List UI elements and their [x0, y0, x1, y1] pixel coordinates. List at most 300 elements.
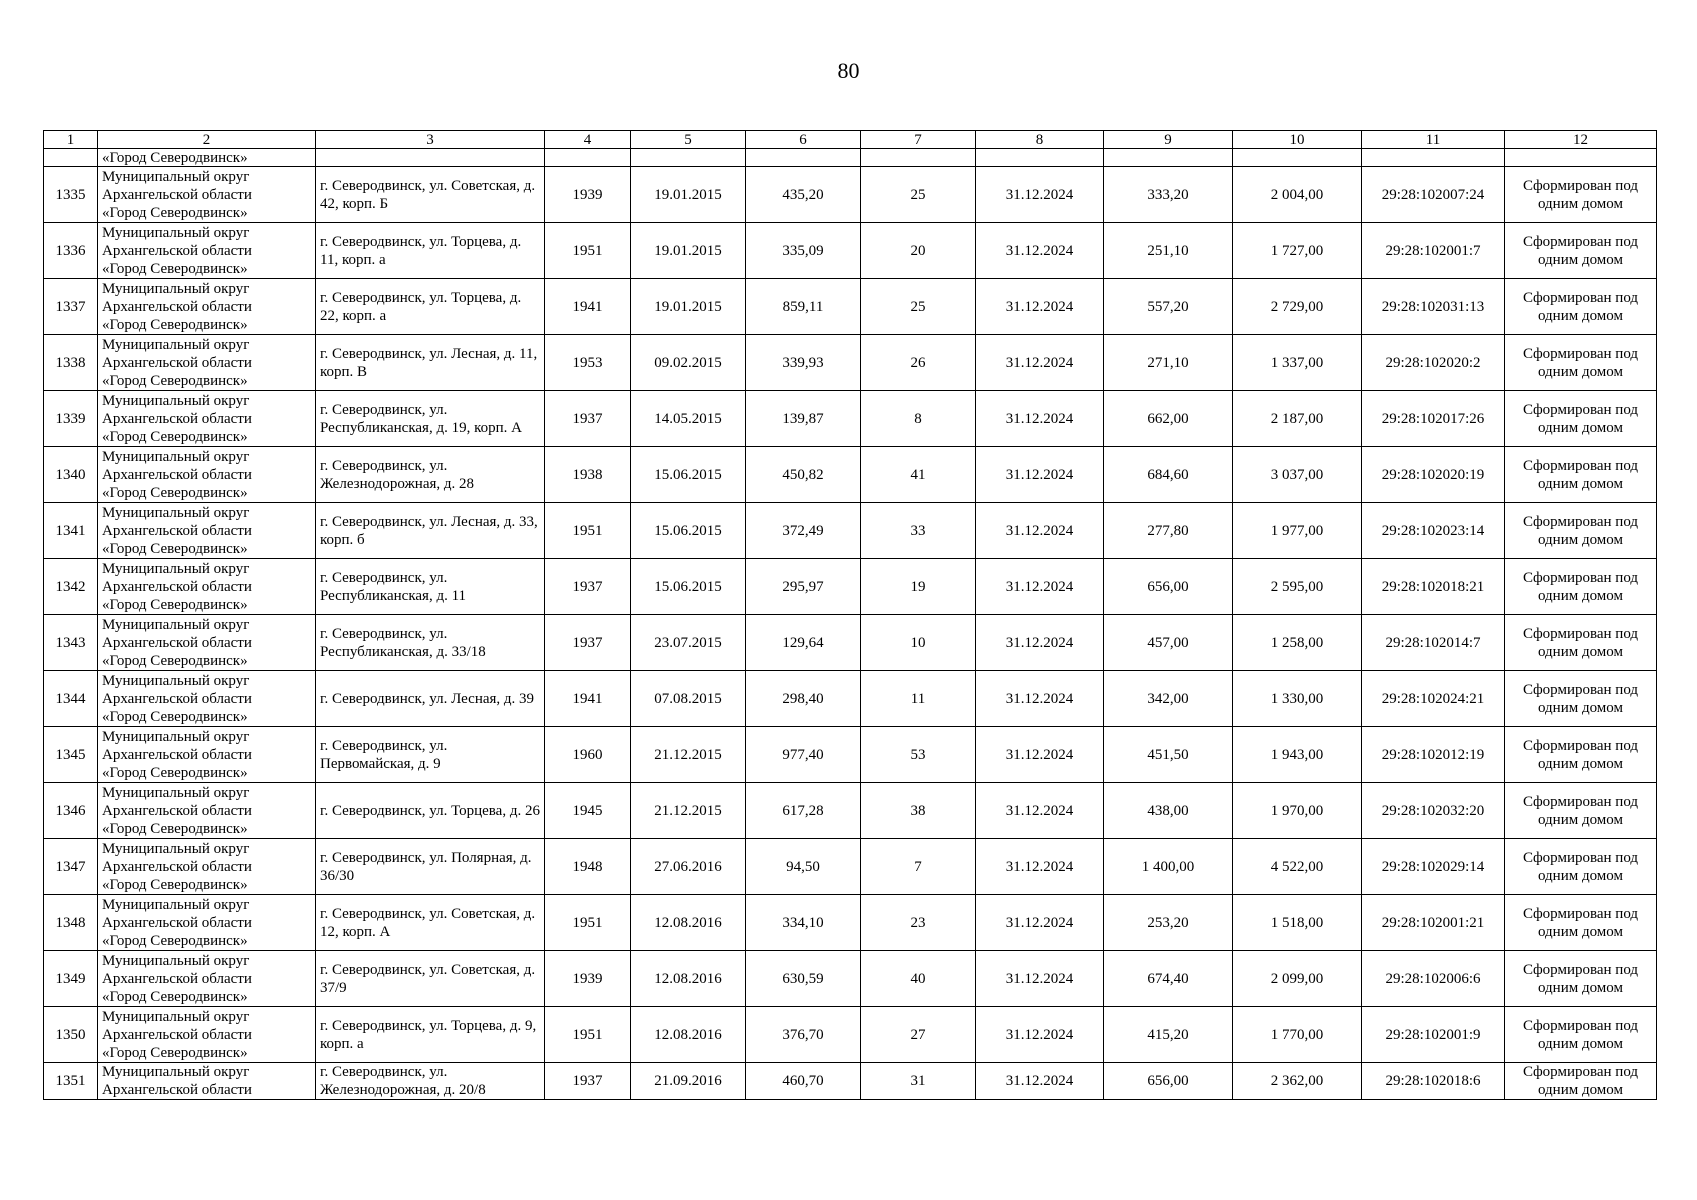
row-number-cell: 1339	[44, 391, 98, 447]
owner-line: «Город Северодвинск»	[102, 596, 248, 613]
owner-line: «Город Северодвинск»	[102, 316, 248, 333]
column-header: 11	[1362, 131, 1505, 149]
owner-line: «Город Северодвинск»	[102, 484, 248, 501]
table-row	[44, 391, 1657, 447]
date-cell: 27.06.2016	[631, 839, 746, 895]
year-built-cell: 1960	[545, 727, 631, 783]
owner-line: Муниципальный округ	[102, 392, 250, 409]
owner-line: Архангельской области	[102, 466, 252, 483]
deadline-cell: 31.12.2024	[976, 895, 1104, 951]
owner-line: Муниципальный округ	[102, 280, 250, 297]
plot-area-cell: 1 330,00	[1233, 671, 1362, 727]
date-cell: 19.01.2015	[631, 223, 746, 279]
year-built-cell: 1937	[545, 615, 631, 671]
area-cell: 94,50	[746, 839, 861, 895]
deadline-cell: 31.12.2024	[976, 279, 1104, 335]
owner-cell	[98, 503, 316, 559]
carryover-cell	[1505, 149, 1657, 167]
land-area-cell: 557,20	[1104, 279, 1233, 335]
address-cell: г. Северодвинск, ул. Железнодорожная, д. 20/8	[316, 1063, 545, 1100]
date-cell: 09.02.2015	[631, 335, 746, 391]
address-cell: г. Северодвинск, ул. Лесная, д. 39	[316, 671, 545, 727]
row-number-cell: 1336	[44, 223, 98, 279]
address-cell: г. Северодвинск, ул. Первомайская, д. 9	[316, 727, 545, 783]
column-header: 10	[1233, 131, 1362, 149]
area-cell: 977,40	[746, 727, 861, 783]
area-cell: 376,70	[746, 1007, 861, 1063]
area-cell: 335,09	[746, 223, 861, 279]
row-number-cell: 1344	[44, 671, 98, 727]
owner-line: Архангельской области	[102, 410, 252, 427]
carryover-cell	[1233, 149, 1362, 167]
owner-line: Муниципальный округ	[102, 1064, 250, 1080]
deadline-cell: 31.12.2024	[976, 335, 1104, 391]
date-cell: 14.05.2015	[631, 391, 746, 447]
area-cell: 298,40	[746, 671, 861, 727]
owner-line: Муниципальный округ	[102, 168, 250, 185]
residents-cell: 7	[861, 839, 976, 895]
plot-area-cell: 3 037,00	[1233, 447, 1362, 503]
note-cell: Сформирован под одним домом	[1505, 391, 1657, 447]
area-cell: 859,11	[746, 279, 861, 335]
residents-cell: 33	[861, 503, 976, 559]
note-cell: Сформирован под одним домом	[1505, 839, 1657, 895]
note-cell: Сформирован под одним домом	[1505, 1063, 1657, 1100]
plot-area-cell: 1 970,00	[1233, 783, 1362, 839]
land-area-cell: 1 400,00	[1104, 839, 1233, 895]
table-row	[44, 1063, 1657, 1100]
table-row	[44, 1007, 1657, 1063]
note-cell: Сформирован под одним домом	[1505, 727, 1657, 783]
land-area-cell: 684,60	[1104, 447, 1233, 503]
owner-cell	[98, 783, 316, 839]
row-number-cell: 1335	[44, 167, 98, 223]
column-header: 3	[316, 131, 545, 149]
plot-area-cell: 1 770,00	[1233, 1007, 1362, 1063]
deadline-cell: 31.12.2024	[976, 783, 1104, 839]
note-cell: Сформирован под одним домом	[1505, 671, 1657, 727]
owner-line: Архангельской области	[102, 578, 252, 595]
area-cell: 460,70	[746, 1063, 861, 1100]
owner-cell	[98, 279, 316, 335]
deadline-cell: 31.12.2024	[976, 1007, 1104, 1063]
land-area-cell: 271,10	[1104, 335, 1233, 391]
owner-line: «Город Северодвинск»	[102, 540, 248, 557]
row-number-cell: 1349	[44, 951, 98, 1007]
cadastral-number-cell: 29:28:102031:13	[1362, 279, 1505, 335]
date-cell: 12.08.2016	[631, 1007, 746, 1063]
address-cell: г. Северодвинск, ул. Советская, д. 12, корп. А	[316, 895, 545, 951]
carryover-cell	[545, 149, 631, 167]
cadastral-number-cell: 29:28:102024:21	[1362, 671, 1505, 727]
column-header: 5	[631, 131, 746, 149]
column-header: 8	[976, 131, 1104, 149]
deadline-cell: 31.12.2024	[976, 727, 1104, 783]
year-built-cell: 1939	[545, 167, 631, 223]
address-cell: г. Северодвинск, ул. Республиканская, д. 11	[316, 559, 545, 615]
owner-cell	[98, 335, 316, 391]
date-cell: 19.01.2015	[631, 167, 746, 223]
owner-cell	[98, 167, 316, 223]
plot-area-cell: 1 337,00	[1233, 335, 1362, 391]
owner-line: «Город Северодвинск»	[102, 820, 248, 837]
owner-line: Архангельской области	[102, 634, 252, 651]
table-row	[44, 559, 1657, 615]
table-row	[44, 447, 1657, 503]
note-cell: Сформирован под одним домом	[1505, 447, 1657, 503]
deadline-cell: 31.12.2024	[976, 671, 1104, 727]
year-built-cell: 1951	[545, 503, 631, 559]
year-built-cell: 1951	[545, 1007, 631, 1063]
row-number-cell: 1340	[44, 447, 98, 503]
owner-line: Муниципальный округ	[102, 784, 250, 801]
column-header: 1	[44, 131, 98, 149]
owner-line: «Город Северодвинск»	[102, 428, 248, 445]
cadastral-number-cell: 29:28:102001:9	[1362, 1007, 1505, 1063]
address-cell: г. Северодвинск, ул. Советская, д. 42, корп. Б	[316, 167, 545, 223]
row-number-cell: 1351	[44, 1063, 98, 1100]
owner-cell	[98, 1063, 316, 1100]
date-cell: 12.08.2016	[631, 951, 746, 1007]
deadline-cell: 31.12.2024	[976, 559, 1104, 615]
land-area-cell: 451,50	[1104, 727, 1233, 783]
cadastral-number-cell: 29:28:102020:2	[1362, 335, 1505, 391]
cadastral-number-cell: 29:28:102001:7	[1362, 223, 1505, 279]
area-cell: 339,93	[746, 335, 861, 391]
residents-cell: 19	[861, 559, 976, 615]
residents-cell: 25	[861, 167, 976, 223]
owner-line: «Город Северодвинск»	[102, 204, 248, 221]
cadastral-number-cell: 29:28:102032:20	[1362, 783, 1505, 839]
year-built-cell: 1941	[545, 279, 631, 335]
column-number-row	[44, 131, 1657, 149]
owner-cell	[98, 839, 316, 895]
column-header: 2	[98, 131, 316, 149]
land-area-cell: 674,40	[1104, 951, 1233, 1007]
owner-cell	[98, 671, 316, 727]
land-area-cell: 662,00	[1104, 391, 1233, 447]
owner-line: Архангельской области	[102, 1082, 252, 1098]
owner-line: Архангельской области	[102, 354, 252, 371]
plot-area-cell: 1 977,00	[1233, 503, 1362, 559]
column-header: 7	[861, 131, 976, 149]
year-built-cell: 1937	[545, 391, 631, 447]
owner-line: «Город Северодвинск»	[102, 708, 248, 725]
owner-cell	[98, 895, 316, 951]
area-cell: 372,49	[746, 503, 861, 559]
owner-line: Муниципальный округ	[102, 952, 250, 969]
cadastral-number-cell: 29:28:102007:24	[1362, 167, 1505, 223]
row-number-cell: 1338	[44, 335, 98, 391]
address-cell: г. Северодвинск, ул. Республиканская, д. 19, корп. А	[316, 391, 545, 447]
table-row	[44, 671, 1657, 727]
cadastral-number-cell: 29:28:102029:14	[1362, 839, 1505, 895]
residents-cell: 8	[861, 391, 976, 447]
note-cell: Сформирован под одним домом	[1505, 783, 1657, 839]
carryover-owner-cell: «Город Северодвинск»	[98, 149, 316, 167]
owner-cell	[98, 727, 316, 783]
owner-line: Архангельской области	[102, 186, 252, 203]
deadline-cell: 31.12.2024	[976, 391, 1104, 447]
date-cell: 15.06.2015	[631, 447, 746, 503]
plot-area-cell: 1 258,00	[1233, 615, 1362, 671]
owner-line: Муниципальный округ	[102, 504, 250, 521]
plot-area-cell: 4 522,00	[1233, 839, 1362, 895]
cadastral-number-cell: 29:28:102001:21	[1362, 895, 1505, 951]
row-number-cell: 1337	[44, 279, 98, 335]
cadastral-number-cell: 29:28:102006:6	[1362, 951, 1505, 1007]
table-row	[44, 727, 1657, 783]
deadline-cell: 31.12.2024	[976, 447, 1104, 503]
table-row	[44, 951, 1657, 1007]
area-cell: 295,97	[746, 559, 861, 615]
area-cell: 450,82	[746, 447, 861, 503]
year-built-cell: 1951	[545, 895, 631, 951]
owner-line: Муниципальный округ	[102, 560, 250, 577]
column-header: 4	[545, 131, 631, 149]
year-built-cell: 1953	[545, 335, 631, 391]
plot-area-cell: 2 362,00	[1233, 1063, 1362, 1100]
area-cell: 617,28	[746, 783, 861, 839]
carryover-row	[44, 149, 1657, 167]
residents-cell: 11	[861, 671, 976, 727]
owner-cell	[98, 223, 316, 279]
year-built-cell: 1948	[545, 839, 631, 895]
note-cell: Сформирован под одним домом	[1505, 951, 1657, 1007]
owner-line: «Город Северодвинск»	[102, 764, 248, 781]
date-cell: 15.06.2015	[631, 559, 746, 615]
deadline-cell: 31.12.2024	[976, 503, 1104, 559]
cadastral-number-cell: 29:28:102012:19	[1362, 727, 1505, 783]
carryover-cell	[631, 149, 746, 167]
column-header: 12	[1505, 131, 1657, 149]
carryover-cell	[1104, 149, 1233, 167]
cadastral-number-cell: 29:28:102018:6	[1362, 1063, 1505, 1100]
land-area-cell: 277,80	[1104, 503, 1233, 559]
year-built-cell: 1939	[545, 951, 631, 1007]
note-cell: Сформирован под одним домом	[1505, 559, 1657, 615]
owner-line: «Город Северодвинск»	[102, 988, 248, 1005]
address-cell: г. Северодвинск, ул. Торцева, д. 11, корп. а	[316, 223, 545, 279]
cadastral-number-cell: 29:28:102014:7	[1362, 615, 1505, 671]
plot-area-cell: 2 729,00	[1233, 279, 1362, 335]
row-number-cell: 1342	[44, 559, 98, 615]
year-built-cell: 1945	[545, 783, 631, 839]
date-cell: 21.12.2015	[631, 783, 746, 839]
note-cell: Сформирован под одним домом	[1505, 615, 1657, 671]
plot-area-cell: 2 595,00	[1233, 559, 1362, 615]
plot-area-cell: 2 099,00	[1233, 951, 1362, 1007]
table-row	[44, 279, 1657, 335]
deadline-cell: 31.12.2024	[976, 951, 1104, 1007]
land-area-cell: 342,00	[1104, 671, 1233, 727]
year-built-cell: 1938	[545, 447, 631, 503]
year-built-cell: 1941	[545, 671, 631, 727]
owner-line: Муниципальный округ	[102, 336, 250, 353]
owner-line: «Город Северодвинск»	[102, 652, 248, 669]
column-header: 9	[1104, 131, 1233, 149]
residents-cell: 27	[861, 1007, 976, 1063]
owner-cell	[98, 559, 316, 615]
cadastral-number-cell: 29:28:102018:21	[1362, 559, 1505, 615]
deadline-cell: 31.12.2024	[976, 615, 1104, 671]
table-row	[44, 335, 1657, 391]
year-built-cell: 1951	[545, 223, 631, 279]
table-row	[44, 615, 1657, 671]
residents-cell: 25	[861, 279, 976, 335]
residents-cell: 38	[861, 783, 976, 839]
land-area-cell: 253,20	[1104, 895, 1233, 951]
owner-line: Архангельской области	[102, 970, 252, 987]
deadline-cell: 31.12.2024	[976, 839, 1104, 895]
row-number-cell: 1343	[44, 615, 98, 671]
page-number: 80	[837, 58, 860, 83]
table-row	[44, 895, 1657, 951]
date-cell: 15.06.2015	[631, 503, 746, 559]
area-cell: 435,20	[746, 167, 861, 223]
date-cell: 19.01.2015	[631, 279, 746, 335]
cadastral-number-cell: 29:28:102020:19	[1362, 447, 1505, 503]
plot-area-cell: 2 004,00	[1233, 167, 1362, 223]
address-cell: г. Северодвинск, ул. Железнодорожная, д. 28	[316, 447, 545, 503]
owner-line: Муниципальный округ	[102, 896, 250, 913]
year-built-cell: 1937	[545, 1063, 631, 1100]
year-built-cell: 1937	[545, 559, 631, 615]
table-row	[44, 223, 1657, 279]
address-cell: г. Северодвинск, ул. Советская, д. 37/9	[316, 951, 545, 1007]
plot-area-cell: 1 943,00	[1233, 727, 1362, 783]
land-area-cell: 656,00	[1104, 559, 1233, 615]
carryover-cell	[976, 149, 1104, 167]
area-cell: 630,59	[746, 951, 861, 1007]
row-number-cell: 1350	[44, 1007, 98, 1063]
land-area-cell: 415,20	[1104, 1007, 1233, 1063]
area-cell: 139,87	[746, 391, 861, 447]
owner-line: Муниципальный округ	[102, 224, 250, 241]
table-body	[44, 149, 1657, 1100]
owner-line: Муниципальный округ	[102, 1008, 250, 1025]
owner-line: Архангельской области	[102, 746, 252, 763]
owner-line: Муниципальный округ	[102, 672, 250, 689]
row-number-cell: 1348	[44, 895, 98, 951]
date-cell: 12.08.2016	[631, 895, 746, 951]
owner-line: Архангельской области	[102, 242, 252, 259]
owner-cell	[98, 447, 316, 503]
owner-line: Архангельской области	[102, 298, 252, 315]
land-area-cell: 656,00	[1104, 1063, 1233, 1100]
owner-line: Архангельской области	[102, 802, 252, 819]
owner-line: «Город Северодвинск»	[102, 260, 248, 277]
plot-area-cell: 1 518,00	[1233, 895, 1362, 951]
deadline-cell: 31.12.2024	[976, 167, 1104, 223]
owner-line: Архангельской области	[102, 690, 252, 707]
owner-cell	[98, 951, 316, 1007]
area-cell: 334,10	[746, 895, 861, 951]
note-cell: Сформирован под одним домом	[1505, 503, 1657, 559]
note-cell: Сформирован под одним домом	[1505, 895, 1657, 951]
owner-line: Архангельской области	[102, 914, 252, 931]
deadline-cell: 31.12.2024	[976, 1063, 1104, 1100]
land-area-cell: 333,20	[1104, 167, 1233, 223]
carryover-cell	[44, 149, 98, 167]
plot-area-cell: 1 727,00	[1233, 223, 1362, 279]
residents-cell: 10	[861, 615, 976, 671]
address-cell: г. Северодвинск, ул. Торцева, д. 9, корп. а	[316, 1007, 545, 1063]
owner-line: «Город Северодвинск»	[102, 876, 248, 893]
owner-line: Муниципальный округ	[102, 616, 250, 633]
residents-cell: 23	[861, 895, 976, 951]
row-number-cell: 1347	[44, 839, 98, 895]
owner-line: Муниципальный округ	[102, 840, 250, 857]
land-area-cell: 457,00	[1104, 615, 1233, 671]
area-cell: 129,64	[746, 615, 861, 671]
address-cell: г. Северодвинск, ул. Полярная, д. 36/30	[316, 839, 545, 895]
plot-area-cell: 2 187,00	[1233, 391, 1362, 447]
cadastral-number-cell: 29:28:102017:26	[1362, 391, 1505, 447]
owner-line: Муниципальный округ	[102, 728, 250, 745]
owner-cell	[98, 615, 316, 671]
carryover-cell	[1362, 149, 1505, 167]
residents-cell: 26	[861, 335, 976, 391]
column-header: 6	[746, 131, 861, 149]
carryover-cell	[316, 149, 545, 167]
owner-line: Архангельской области	[102, 1026, 252, 1043]
carryover-cell	[861, 149, 976, 167]
carryover-cell	[746, 149, 861, 167]
row-number-cell: 1341	[44, 503, 98, 559]
residents-cell: 41	[861, 447, 976, 503]
row-number-cell: 1345	[44, 727, 98, 783]
owner-line: «Город Северодвинск»	[102, 1044, 248, 1061]
cadastral-number-cell: 29:28:102023:14	[1362, 503, 1505, 559]
housing-registry-table	[43, 130, 1657, 1100]
land-area-cell: 251,10	[1104, 223, 1233, 279]
note-cell: Сформирован под одним домом	[1505, 167, 1657, 223]
row-number-cell: 1346	[44, 783, 98, 839]
owner-cell	[98, 391, 316, 447]
owner-line: «Город Северодвинск»	[102, 932, 248, 949]
owner-line: «Город Северодвинск»	[102, 372, 248, 389]
address-cell: г. Северодвинск, ул. Торцева, д. 22, корп. а	[316, 279, 545, 335]
deadline-cell: 31.12.2024	[976, 223, 1104, 279]
note-cell: Сформирован под одним домом	[1505, 223, 1657, 279]
note-cell: Сформирован под одним домом	[1505, 1007, 1657, 1063]
table-row	[44, 783, 1657, 839]
owner-cell	[98, 1007, 316, 1063]
table-row	[44, 167, 1657, 223]
residents-cell: 53	[861, 727, 976, 783]
address-cell: г. Северодвинск, ул. Торцева, д. 26	[316, 783, 545, 839]
date-cell: 07.08.2015	[631, 671, 746, 727]
note-cell: Сформирован под одним домом	[1505, 335, 1657, 391]
table-row	[44, 503, 1657, 559]
address-cell: г. Северодвинск, ул. Республиканская, д. 33/18	[316, 615, 545, 671]
address-cell: г. Северодвинск, ул. Лесная, д. 33, корп. б	[316, 503, 545, 559]
owner-line: Архангельской области	[102, 858, 252, 875]
address-cell: г. Северодвинск, ул. Лесная, д. 11, корп. В	[316, 335, 545, 391]
owner-line: Архангельской области	[102, 522, 252, 539]
note-cell: Сформирован под одним домом	[1505, 279, 1657, 335]
land-area-cell: 438,00	[1104, 783, 1233, 839]
date-cell: 21.09.2016	[631, 1063, 746, 1100]
date-cell: 21.12.2015	[631, 727, 746, 783]
residents-cell: 40	[861, 951, 976, 1007]
residents-cell: 20	[861, 223, 976, 279]
date-cell: 23.07.2015	[631, 615, 746, 671]
owner-line: Муниципальный округ	[102, 448, 250, 465]
table-row	[44, 839, 1657, 895]
table-header	[44, 131, 1657, 149]
